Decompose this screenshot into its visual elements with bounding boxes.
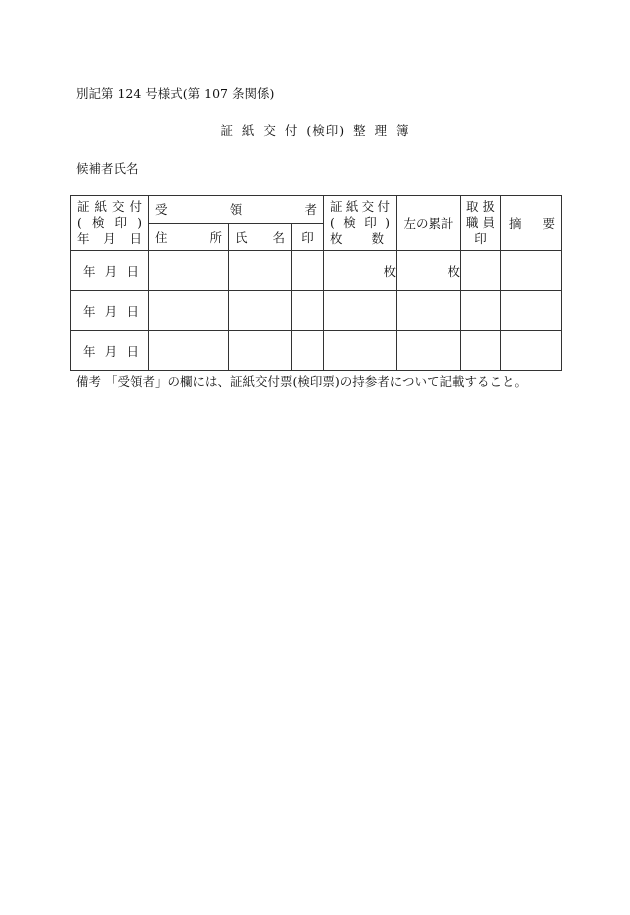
table-row	[71, 291, 562, 331]
row-date[interactable]: 年 月 日	[71, 291, 149, 331]
row-staff-seal[interactable]	[461, 331, 501, 371]
row-remarks[interactable]	[501, 251, 562, 291]
row-date[interactable]: 年 月 日	[71, 251, 149, 291]
row-address[interactable]	[149, 291, 229, 331]
header-cumulative: 左の累計	[397, 196, 461, 251]
header-stamp-count-line1: 証 紙 交 付	[330, 199, 391, 214]
table-row	[71, 331, 562, 371]
header-remarks: 摘 要	[501, 196, 562, 251]
row-address[interactable]	[149, 331, 229, 371]
header-name: 氏 名	[229, 223, 292, 251]
row-cumulative[interactable]: 枚	[397, 251, 461, 291]
header-recipient: 受 領 者	[149, 196, 324, 224]
candidate-name-label: 候補者氏名	[76, 161, 139, 176]
remarks-note: 備考 「受領者」の欄には、証紙交付票(検印票)の持参者について記載すること。	[76, 374, 527, 389]
row-seal[interactable]	[292, 251, 324, 291]
header-staff-seal: 取 扱 職 員 印	[461, 196, 501, 251]
row-count[interactable]: 枚	[324, 251, 397, 291]
row-cumulative[interactable]	[397, 331, 461, 371]
header-issue-date-line2: ( 検 印 )	[77, 215, 142, 230]
header-seal: 印	[292, 223, 324, 251]
row-remarks[interactable]	[501, 331, 562, 371]
document-title: 証 紙 交 付 (検印) 整 理 簿	[220, 123, 410, 138]
row-name[interactable]	[229, 331, 292, 371]
header-stamp-count-line2: ( 検 印 )	[330, 215, 390, 230]
row-staff-seal[interactable]	[461, 291, 501, 331]
header-address: 住 所	[149, 223, 229, 251]
row-count[interactable]	[324, 331, 397, 371]
register-table	[70, 195, 562, 371]
header-issue-date	[71, 196, 149, 251]
row-staff-seal[interactable]	[461, 251, 501, 291]
table-row	[71, 251, 562, 291]
header-issue-date-line1: 証 紙 交 付	[77, 199, 142, 214]
row-date[interactable]: 年 月 日	[71, 331, 149, 371]
header-stamp-count-line3: 枚 数	[330, 231, 385, 246]
row-remarks[interactable]	[501, 291, 562, 331]
row-seal[interactable]	[292, 331, 324, 371]
row-cumulative[interactable]	[397, 291, 461, 331]
header-issue-date-line3: 年 月 日	[77, 231, 142, 246]
row-address[interactable]	[149, 251, 229, 291]
row-name[interactable]	[229, 291, 292, 331]
row-seal[interactable]	[292, 291, 324, 331]
row-count[interactable]	[324, 291, 397, 331]
form-reference: 別記第 124 号様式(第 107 条関係)	[76, 86, 275, 101]
row-name[interactable]	[229, 251, 292, 291]
header-stamp-count	[324, 196, 397, 251]
